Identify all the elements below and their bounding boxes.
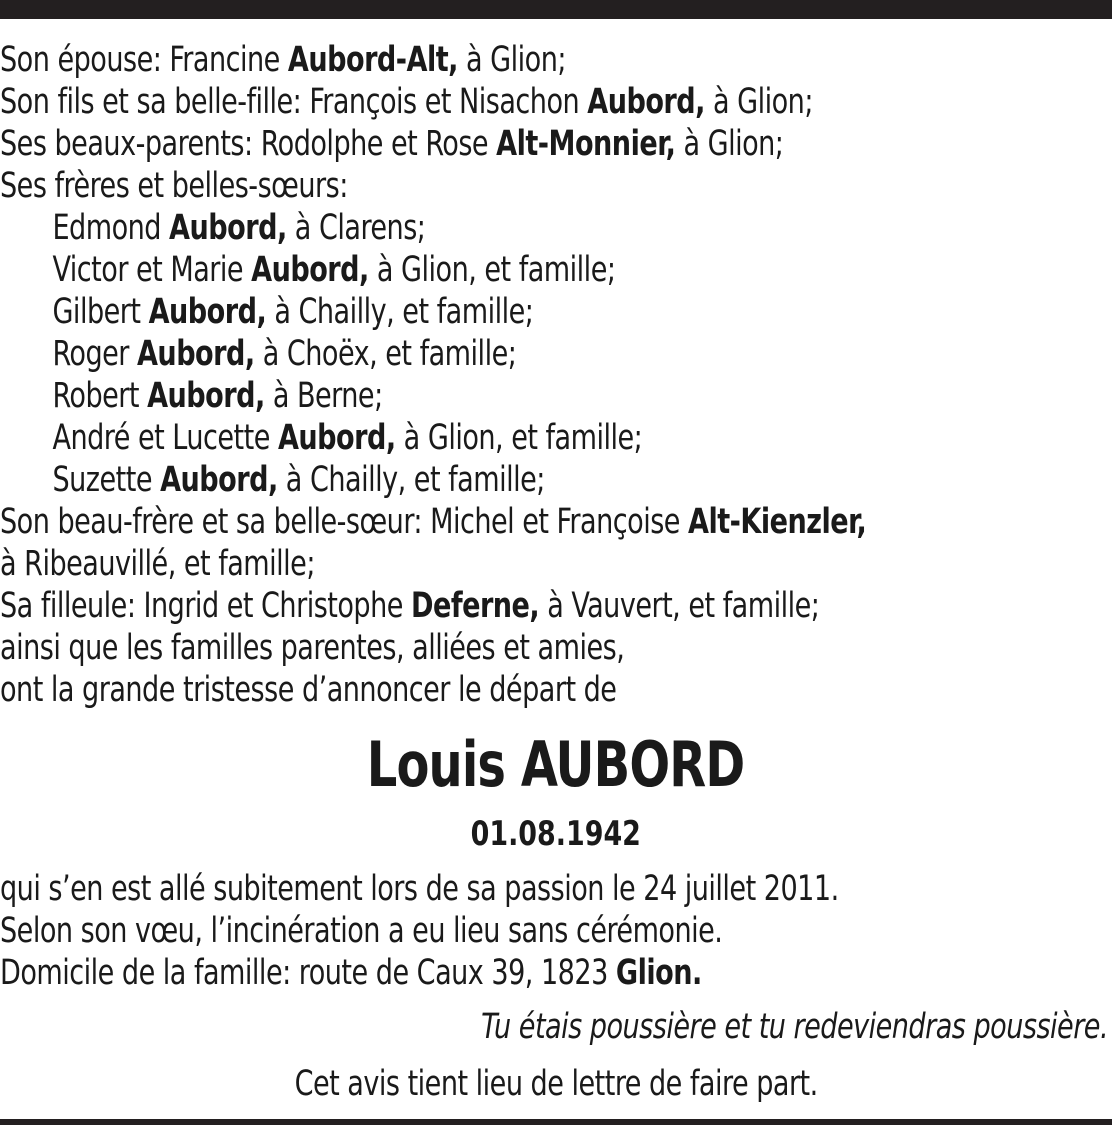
family-line-indented: Roger Aubord, à Choëx, et famille;: [52, 334, 517, 374]
family-list: [0, 39, 956, 711]
family-line: Son beau-frère et sa belle-sœur: Michel et Françoise Alt-Kienzler,: [0, 502, 867, 542]
closing-note: Cet avis tient lieu de lettre de faire part.: [294, 1064, 818, 1104]
epitaph-quote: Tu étais poussière et tu redeviendras poussière.: [481, 1007, 1108, 1047]
family-line: Son épouse: Francine Aubord-Alt, à Glion;: [0, 40, 566, 80]
detail-line: Selon son vœu, l’incinération a eu lieu sans cérémonie.: [0, 911, 723, 951]
bottom-rule: [0, 1119, 1112, 1125]
family-line: ainsi que les familles parentes, alliées et amies,: [0, 628, 625, 668]
family-line: Ses frères et belles-sœurs:: [0, 166, 348, 206]
detail-line: qui s’en est allé subitement lors de sa passion le 24 juillet 2011.: [0, 869, 839, 909]
announcement-line: ont la grande tristesse d’annoncer le départ de: [0, 670, 617, 710]
details-block: [0, 868, 956, 994]
family-line: Ses beaux-parents: Rodolphe et Rose Alt-Monnier, à Glion;: [0, 124, 784, 164]
family-line-indented: Suzette Aubord, à Chailly, et famille;: [52, 460, 545, 500]
family-line-indented: Gilbert Aubord, à Chailly, et famille;: [52, 292, 534, 332]
family-line: Sa filleule: Ingrid et Christophe Deferne, à Vauvert, et famille;: [0, 586, 820, 626]
family-line: Son fils et sa belle-fille: François et Nisachon Aubord, à Glion;: [0, 82, 813, 122]
family-line: à Ribeauvillé, et famille;: [0, 544, 315, 584]
family-line-indented: André et Lucette Aubord, à Glion, et famille;: [52, 418, 643, 458]
family-line-indented: Victor et Marie Aubord, à Glion, et famille;: [52, 250, 616, 290]
birth-date: 01.08.1942: [470, 814, 642, 854]
detail-line: Domicile de la famille: route de Caux 39, 1823 Glion.: [0, 953, 702, 993]
top-rule: [0, 0, 1112, 19]
deceased-name: Louis AUBORD: [367, 728, 745, 801]
family-line-indented: Edmond Aubord, à Clarens;: [52, 208, 426, 248]
family-line-indented: Robert Aubord, à Berne;: [52, 376, 383, 416]
